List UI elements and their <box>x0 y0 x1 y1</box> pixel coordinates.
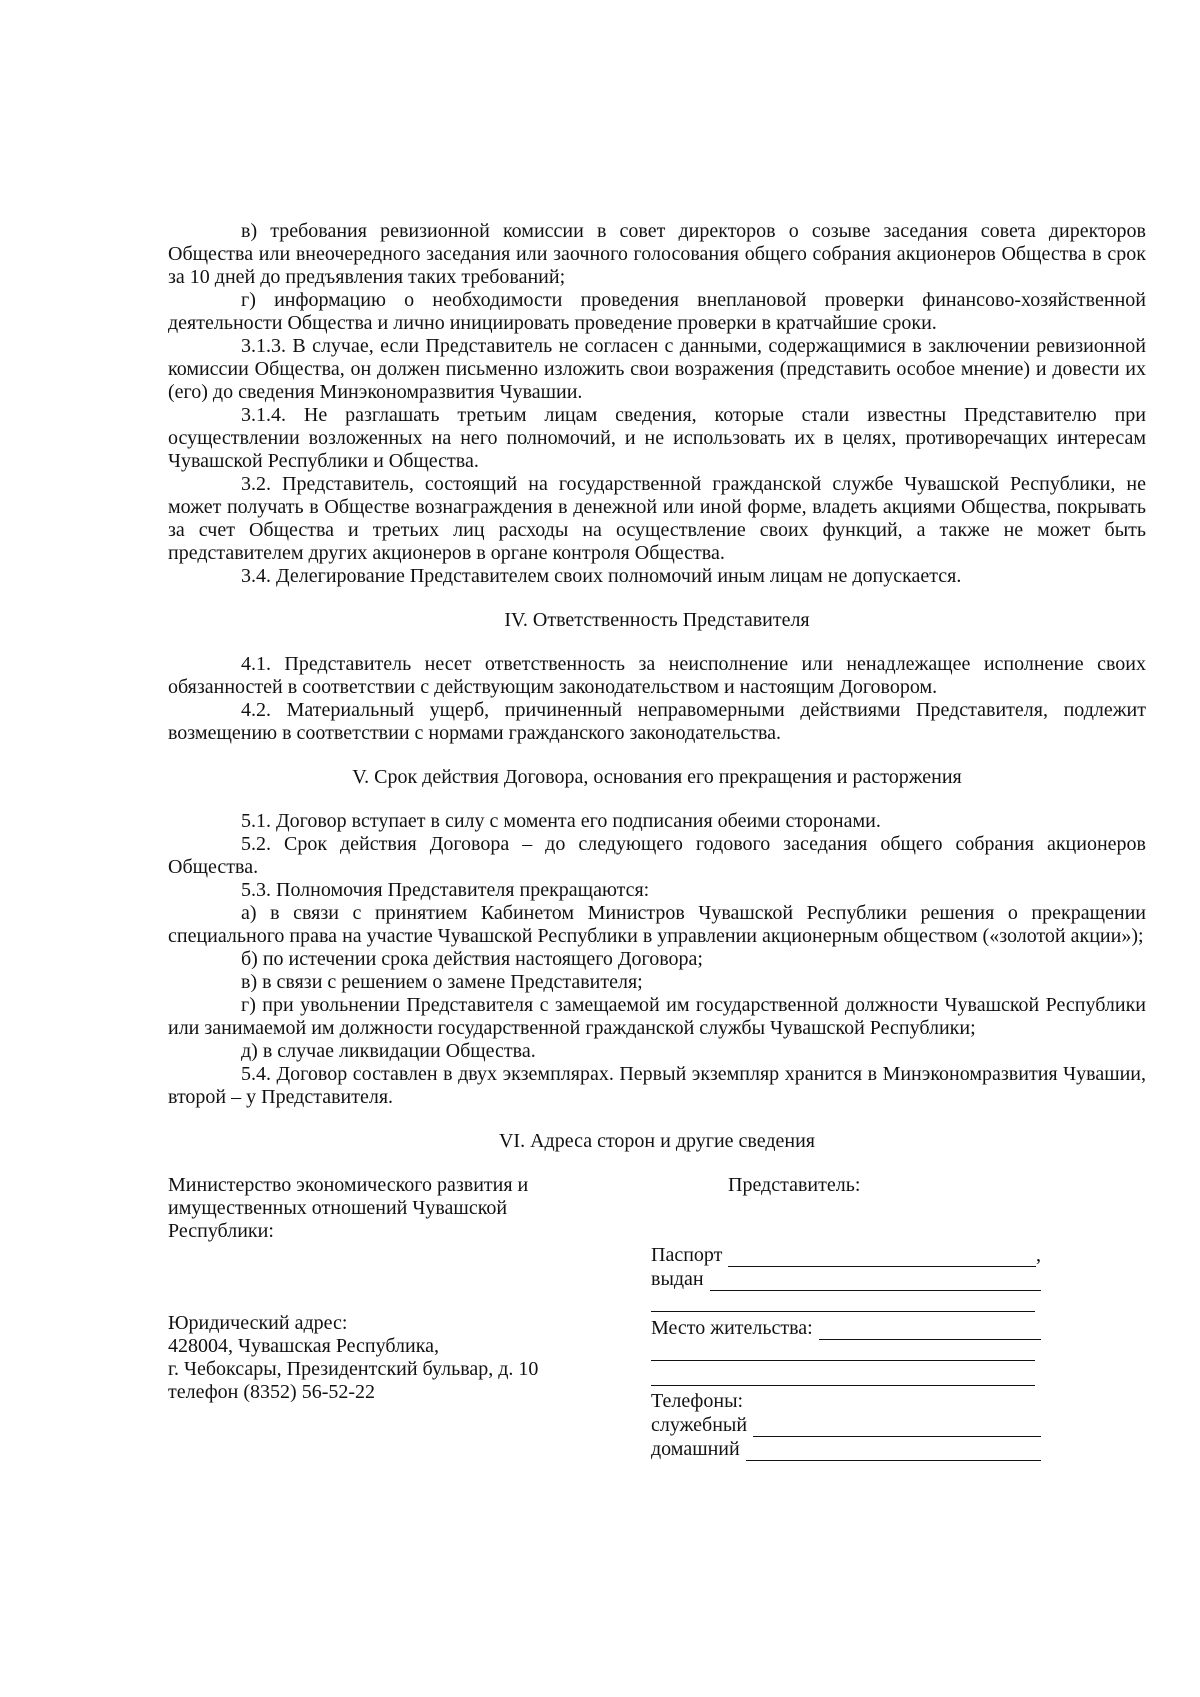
section-heading-5: V. Срок действия Договора, основания его прекращения и расторжения <box>352 766 962 788</box>
legal-address-label: Юридический адрес: <box>168 1312 348 1334</box>
section-heading-6: VI. Адреса сторон и другие сведения <box>498 1130 816 1152</box>
residence-label: Место жительства: <box>651 1317 813 1339</box>
paragraph: 3.1.3. В случае, если Представитель не согласен с данными, содержащимися в заключении ревизионной комиссии Общества, он должен письменно изложить свои возражения (представить особое мнение) и довести их (его) до сведения Минэкономразвития Чувашии. <box>168 335 1146 403</box>
paragraph: г) при увольнении Представителя с замещаемой им государственной должности Чувашской Республики или занимаемой им должности государственной гражданской службы Чувашской Республики; <box>168 994 1146 1039</box>
issued-field[interactable] <box>710 1272 1041 1291</box>
home-phone-label: домашний <box>651 1438 740 1460</box>
section-heading-4: IV. Ответственность Представителя <box>504 609 810 631</box>
paragraph: г) информацию о необходимости проведения внеплановой проверки финансово-хозяйственной деятельности Общества и лично инициировать проведение проверки в кратчайшие сроки. <box>168 289 1146 334</box>
paragraph: 3.1.4. Не разглашать третьим лицам сведения, которые стали известны Представителю при осуществлении возложенных на него полномочий, и не использовать их в целях, противоречащих интересам Чувашской Республики и Общества. <box>168 404 1146 472</box>
work-phone-field[interactable] <box>753 1418 1041 1437</box>
paragraph: 5.4. Договор составлен в двух экземплярах. Первый экземпляр хранится в Минэкономразвития Чувашии, второй – у Представителя. <box>168 1063 1146 1108</box>
ministry-name-line: имущественных отношений Чувашской <box>168 1197 508 1219</box>
residence-row <box>651 1316 1041 1340</box>
paragraph: 4.2. Материальный ущерб, причиненный неправомерными действиями Представителя, подлежит возмещению в соответствии с нормами гражданского законодательства. <box>168 699 1146 744</box>
address-line: 428004, Чувашская Республика, <box>168 1335 440 1357</box>
home-phone-row <box>651 1437 1041 1461</box>
passport-label: Паспорт <box>651 1244 723 1266</box>
paragraph: д) в случае ликвидации Общества. <box>241 1040 536 1062</box>
paragraph: в) требования ревизионной комиссии в совет директоров о созыве заседания совета директоров Общества или внеочередного заседания или заочного голосования общего собрания акционеров Общества в срок за 10 дней до предъявления таких требований; <box>168 220 1146 288</box>
comma: , <box>1036 1244 1041 1266</box>
home-phone-field[interactable] <box>746 1442 1041 1461</box>
paragraph: 3.4. Делегирование Представителем своих полномочий иным лицам не допускается. <box>241 565 962 587</box>
paragraph: 4.1. Представитель несет ответственность за неисполнение или ненадлежащее исполнение своих обязанностей в соответствии с действующим законодательством и настоящим Договором. <box>168 653 1146 698</box>
paragraph: 5.3. Полномочия Представителя прекращаются: <box>241 879 650 901</box>
residence-field-continued[interactable] <box>651 1365 1035 1386</box>
paragraph: а) в связи с принятием Кабинетом Министров Чувашской Республики решения о прекращении специального права на участие Чувашской Республики в управлении акционерным обществом («золотой акции»); <box>168 902 1146 947</box>
phones-label: Телефоны: <box>651 1390 744 1412</box>
phone-line: телефон (8352) 56-52-22 <box>168 1381 376 1403</box>
ministry-block <box>168 1174 598 1404</box>
paragraph: 5.2. Срок действия Договора – до следующего годового заседания общего собрания акционеров Общества. <box>168 833 1146 878</box>
work-phone-label: служебный <box>651 1414 748 1436</box>
addresses-block <box>168 1174 1146 1554</box>
representative-label: Представитель: <box>728 1174 861 1196</box>
passport-field[interactable] <box>728 1248 1036 1267</box>
document-page <box>168 220 1146 1554</box>
representative-block <box>651 1243 1041 1461</box>
ministry-name-line: Республики: <box>168 1220 274 1242</box>
issued-row <box>651 1267 1041 1291</box>
paragraph: 3.2. Представитель, состоящий на государственной гражданской службе Чувашской Республики, не может получать в Обществе вознаграждения в денежной или иной форме, владеть акциями Общества, покрывать за счет Общества и третьих лиц расходы на осуществление своих функций, а также не может быть представителем других акционеров в органе контроля Общества. <box>168 473 1146 564</box>
ministry-name-line: Министерство экономического развития и <box>168 1174 529 1196</box>
residence-field-continued[interactable] <box>651 1340 1035 1361</box>
issued-label: выдан <box>651 1268 704 1290</box>
work-phone-row <box>651 1413 1041 1437</box>
address-line: г. Чебоксары, Президентский бульвар, д. 10 <box>168 1358 539 1380</box>
paragraph: в) в связи с решением о замене Представителя; <box>241 971 643 993</box>
paragraph: б) по истечении срока действия настоящего Договора; <box>241 948 703 970</box>
passport-row <box>651 1243 1041 1267</box>
residence-field[interactable] <box>819 1321 1041 1340</box>
issued-field-continued[interactable] <box>651 1291 1035 1312</box>
paragraph: 5.1. Договор вступает в силу с момента его подписания обеими сторонами. <box>241 810 881 832</box>
